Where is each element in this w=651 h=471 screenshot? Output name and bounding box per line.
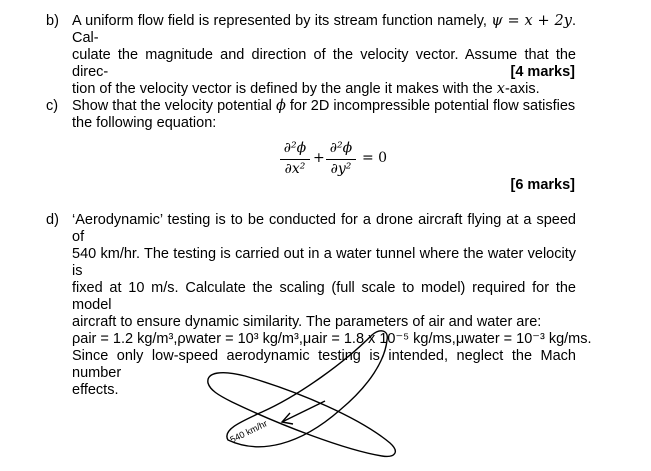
question-d-line2: 540 km/hr. The testing is carried out in a water tunnel where the water velocity is <box>72 246 576 279</box>
speed-label: 540 km/hr <box>228 418 269 445</box>
question-d-line7: effects. <box>72 382 119 398</box>
question-c-line1: Show that the velocity potential <box>72 98 276 114</box>
denominator-y: ∂y² <box>330 161 352 177</box>
param-rho-air: ρair = 1.2 kg/m³, <box>72 331 178 347</box>
question-c-line1-end: for 2D incompressible potential flow satisfies <box>285 98 576 114</box>
question-d-line3: fixed at 10 m/s. Calculate the scaling (full scale to model) required for the model <box>72 280 576 313</box>
param-rho-water: ρwater = 10³ kg/m³, <box>177 331 303 347</box>
question-d-line6: Since only low-speed aerodynamic testing is intended, neglect the Mach number <box>72 348 576 381</box>
question-b-marks: [4 marks] <box>510 64 575 80</box>
question-c-label: c) <box>46 98 59 114</box>
question-b-line3-end: -axis. <box>504 81 540 97</box>
question-d-line4: aircraft to ensure dynamic similarity. The parameters of air and water are: <box>72 314 542 330</box>
question-b-line3: tion of the velocity vector is defined by the angle it makes with the <box>72 81 497 97</box>
velocity-arrow-line <box>282 401 325 422</box>
param-mu-air: μair = 1.8 x 10⁻⁵ kg/ms, <box>302 331 456 347</box>
plus-sign: + <box>313 150 325 166</box>
denominator-x: ∂x² <box>284 161 306 177</box>
question-c-line2: the following equation: <box>72 115 217 131</box>
question-b-line1: A uniform flow field is represented by its stream function namely, <box>72 13 492 29</box>
question-d-line1: ‘Aerodynamic’ testing is to be conducted for a drone aircraft flying at a speed of <box>72 212 576 245</box>
numerator-x: ∂²ϕ <box>283 140 307 156</box>
x-axis-symbol: x <box>496 81 505 97</box>
question-b-line2: culate the magnitude and direction of the velocity vector. Assume that the direc- <box>72 47 576 80</box>
velocity-arrow-head <box>282 413 293 424</box>
stream-function-expression: ψ = x + 2y <box>491 13 572 29</box>
question-b-label: b) <box>46 13 59 29</box>
param-mu-water: μwater = 10⁻³ kg/ms. <box>455 331 592 347</box>
question-c-marks: [6 marks] <box>510 177 575 193</box>
equation-rhs: = 0 <box>362 150 388 166</box>
numerator-y: ∂²ϕ <box>329 140 353 156</box>
phi-symbol: ϕ <box>275 98 286 114</box>
question-b-line1-end: . Cal- <box>72 13 576 46</box>
question-d-label: d) <box>46 212 59 228</box>
